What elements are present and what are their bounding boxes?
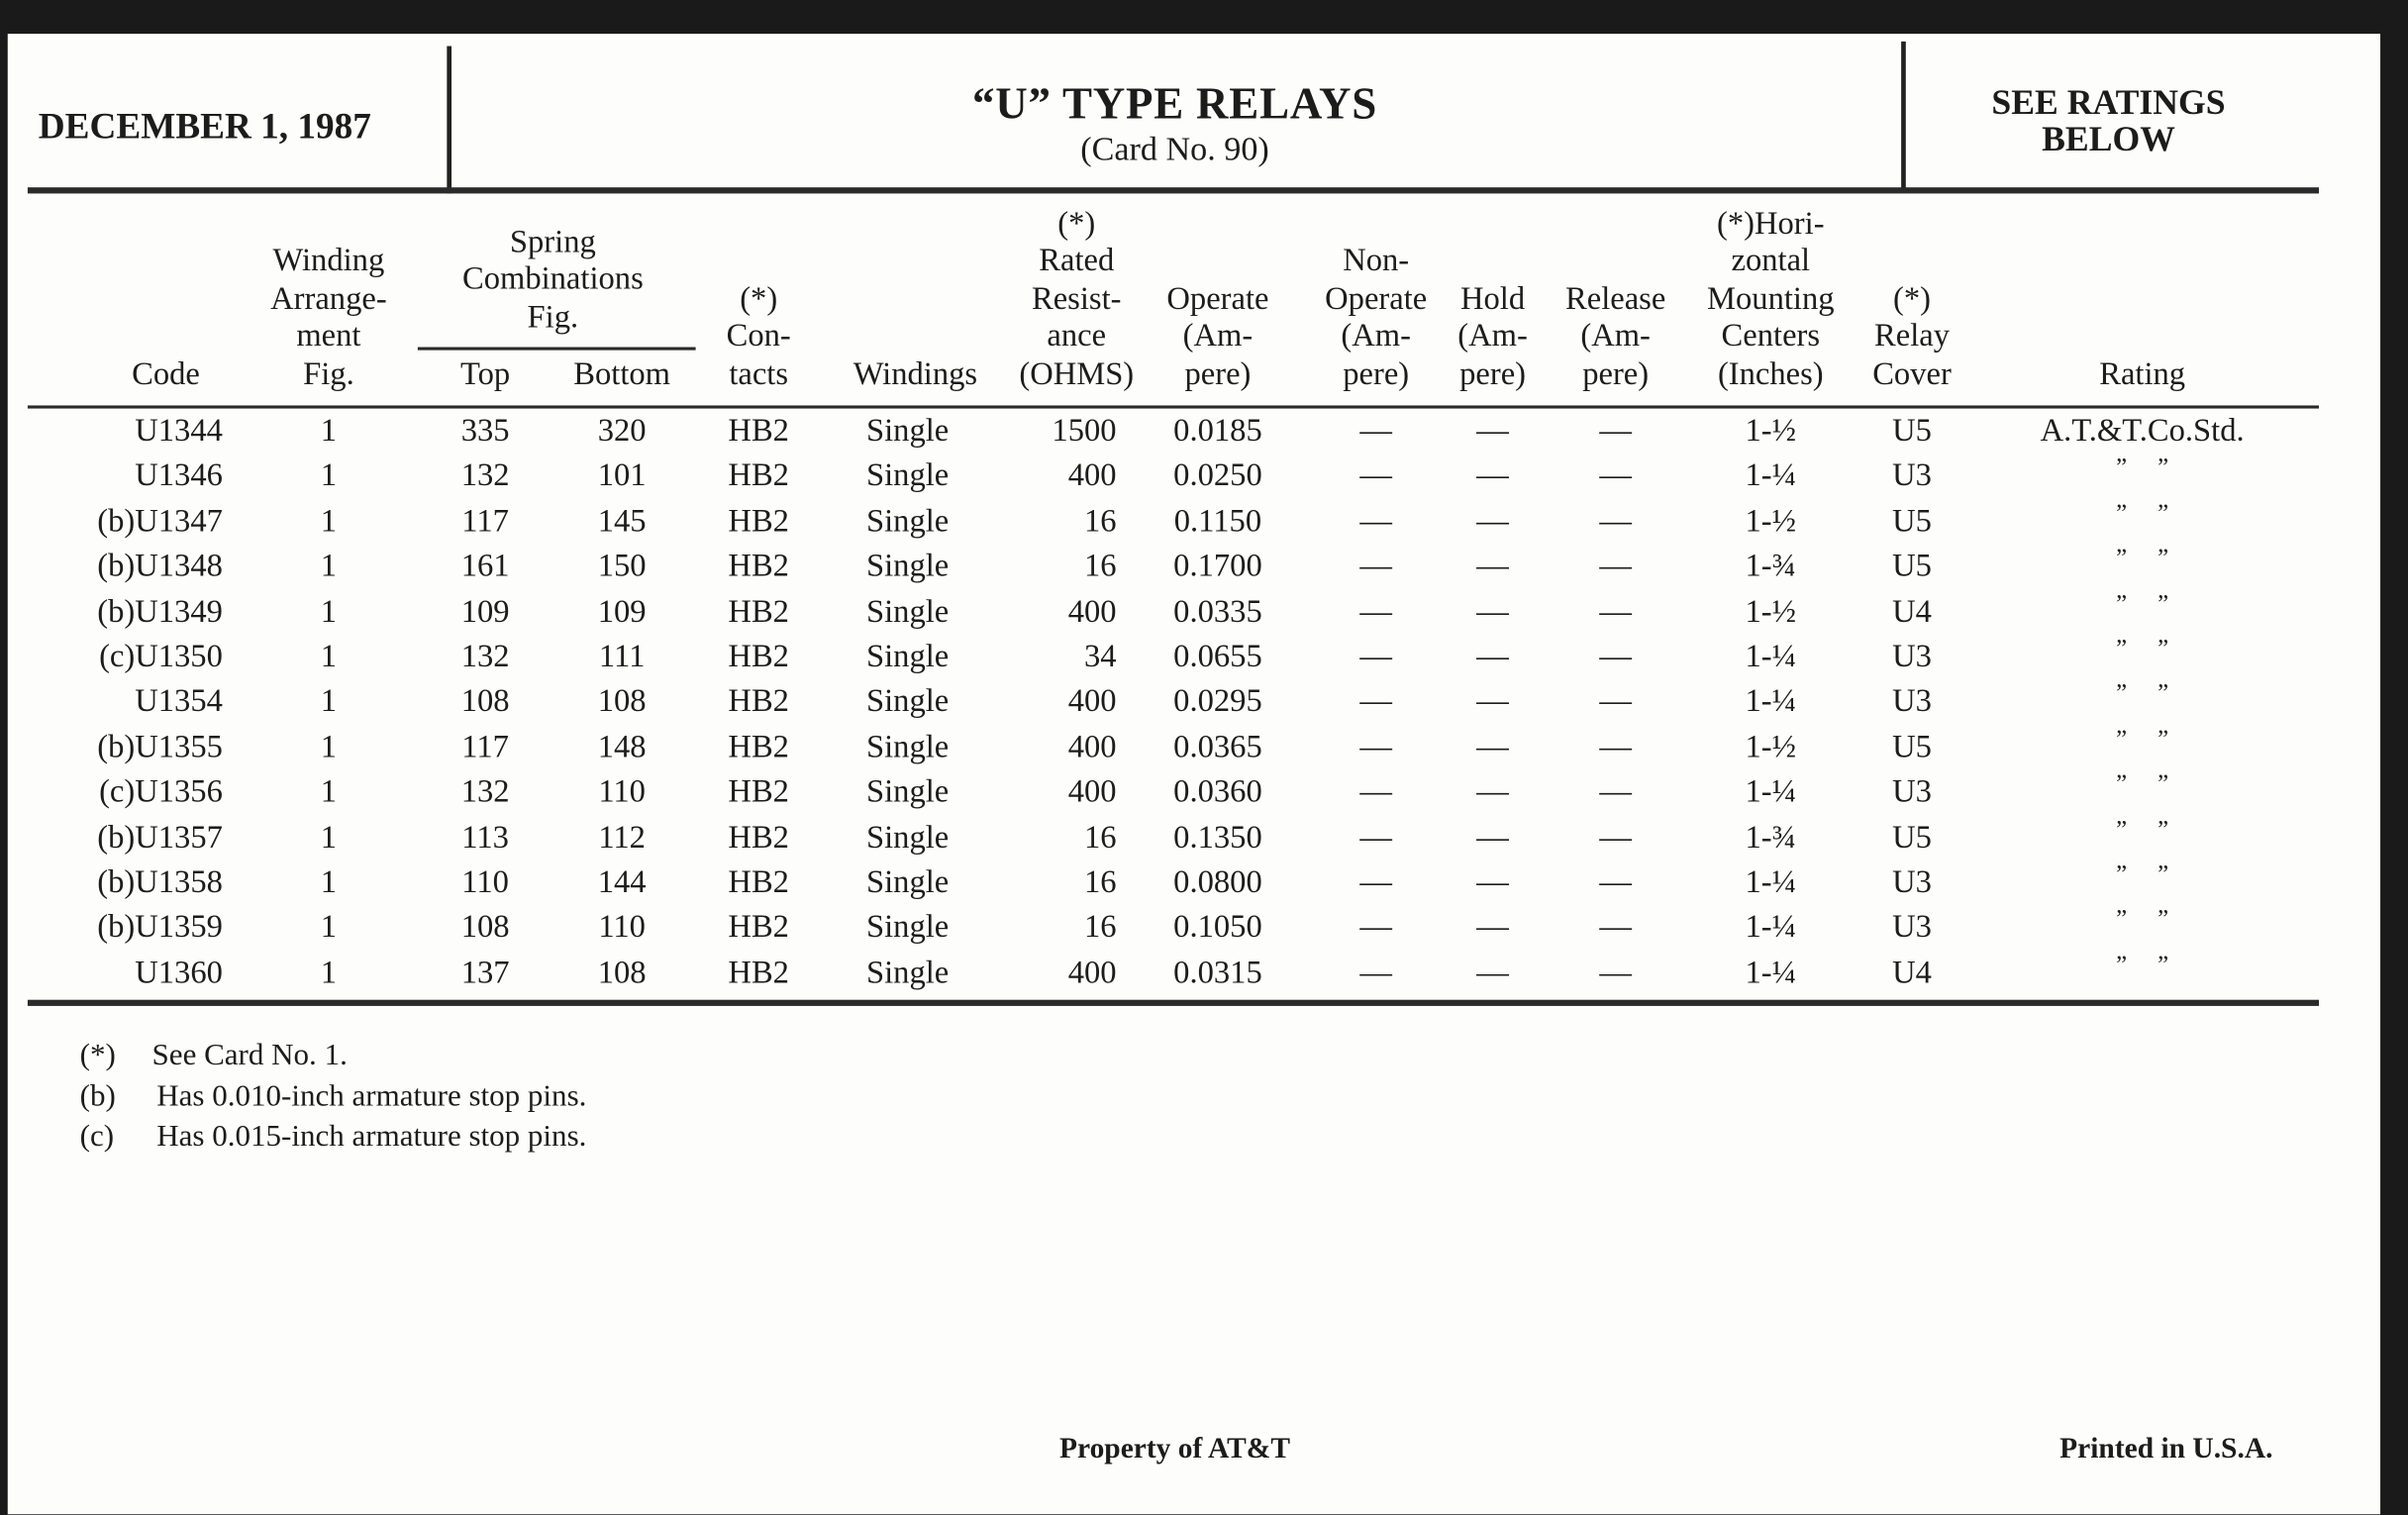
col-hold: Hold (Am- pere)	[1457, 278, 1528, 391]
cell-nonoperate: —	[1359, 772, 1392, 810]
cell-hold: —	[1476, 727, 1509, 765]
date: DECEMBER 1, 1987	[38, 107, 371, 148]
divider	[1901, 42, 1906, 189]
cell-contacts: HB2	[728, 637, 789, 674]
cell-bottom: 108	[597, 682, 647, 720]
cell-operate: 0.0250	[1173, 456, 1262, 494]
cell-resistance: 16	[1084, 862, 1117, 900]
cell-nonoperate: —	[1359, 953, 1392, 991]
cell-hold: —	[1476, 501, 1509, 540]
cell-windings: Single	[866, 953, 950, 991]
cell-top: 132	[460, 637, 510, 674]
cell-top: 161	[460, 547, 510, 584]
cell-rating: ” ”	[2116, 952, 2169, 978]
cell-winding: 1	[320, 547, 338, 584]
cell-mounting: 1-¼	[1745, 456, 1797, 494]
cell-bottom: 110	[598, 908, 646, 946]
cell-bottom: 110	[598, 772, 646, 810]
cell-cover: U5	[1892, 411, 1932, 449]
cell-resistance: 400	[1067, 682, 1117, 720]
cell-top: 335	[460, 411, 510, 449]
cell-nonoperate: —	[1359, 456, 1392, 494]
cell-nonoperate: —	[1359, 501, 1392, 540]
cell-nonoperate: —	[1359, 862, 1392, 900]
cell-hold: —	[1476, 547, 1509, 584]
cell-mounting: 1-½	[1745, 727, 1797, 765]
ratings-note: BELOW	[2042, 119, 2175, 158]
cell-windings: Single	[866, 772, 950, 810]
cell-operate: 0.0315	[1173, 953, 1262, 991]
col-code: Code	[132, 354, 200, 391]
cell-hold: —	[1476, 818, 1509, 856]
cell-contacts: HB2	[728, 411, 789, 449]
cell-mounting: 1-½	[1745, 501, 1797, 540]
cell-rating: ” ”	[2116, 545, 2169, 572]
cell-contacts: HB2	[728, 862, 789, 900]
cell-hold: —	[1476, 592, 1509, 630]
cell-top: 132	[460, 456, 510, 494]
footnote-mark: (*)	[79, 1038, 116, 1072]
cell-contacts: HB2	[728, 908, 789, 946]
col-nonoperate: Non- Operate (Am- pere)	[1325, 241, 1428, 391]
cell-rating: ” ”	[2116, 454, 2169, 482]
cell-windings: Single	[866, 501, 950, 540]
cell-mounting: 1-¼	[1745, 908, 1797, 946]
cell-cover: U3	[1892, 772, 1932, 810]
cell-code: U1360	[135, 953, 223, 991]
cell-mounting: 1-¼	[1745, 772, 1797, 810]
cell-hold: —	[1476, 637, 1509, 674]
cell-winding: 1	[320, 908, 338, 946]
cell-operate: 0.1700	[1173, 547, 1262, 584]
cell-nonoperate: —	[1359, 818, 1392, 856]
cell-bottom: 112	[598, 818, 646, 856]
cell-mounting: 1-¾	[1745, 547, 1797, 584]
cell-code: U1344	[135, 411, 223, 449]
cell-resistance: 16	[1084, 818, 1117, 856]
cell-windings: Single	[866, 682, 950, 720]
ratings-note: SEE RATINGS	[1991, 82, 2226, 122]
cell-nonoperate: —	[1359, 727, 1392, 765]
cell-winding: 1	[320, 727, 338, 765]
cell-windings: Single	[866, 908, 950, 946]
cell-mounting: 1-½	[1745, 592, 1797, 630]
cell-release: —	[1599, 727, 1632, 765]
cell-cover: U3	[1892, 862, 1932, 900]
cell-winding: 1	[320, 772, 338, 810]
cell-contacts: HB2	[728, 772, 789, 810]
col-cover: (*) Relay Cover	[1872, 278, 1952, 391]
rule	[28, 187, 2319, 193]
cell-hold: —	[1476, 862, 1509, 900]
cell-bottom: 145	[597, 501, 647, 540]
cell-contacts: HB2	[728, 727, 789, 765]
col-spring: Spring Combinations Fig.	[461, 222, 644, 335]
cell-bottom: 108	[597, 953, 647, 991]
cell-code: U1346	[135, 456, 223, 494]
cell-top: 137	[460, 953, 510, 991]
cell-contacts: HB2	[728, 547, 789, 584]
cell-windings: Single	[866, 411, 950, 449]
divider	[447, 47, 452, 194]
col-winding: Winding Arrange- ment Fig.	[270, 241, 387, 391]
cell-windings: Single	[866, 727, 950, 765]
cell-top: 132	[460, 772, 510, 810]
cell-windings: Single	[866, 862, 950, 900]
cell-contacts: HB2	[728, 501, 789, 540]
cell-contacts: HB2	[728, 682, 789, 720]
cell-bottom: 144	[597, 862, 647, 900]
col-bottom: Bottom	[573, 354, 671, 391]
cell-windings: Single	[866, 637, 950, 674]
cell-nonoperate: —	[1359, 682, 1392, 720]
cell-resistance: 400	[1067, 727, 1117, 765]
cell-release: —	[1599, 818, 1632, 856]
cell-release: —	[1599, 862, 1632, 900]
cell-cover: U5	[1892, 818, 1932, 856]
cell-rating: ” ”	[2116, 590, 2169, 617]
cell-nonoperate: —	[1359, 592, 1392, 630]
cell-mounting: 1-¼	[1745, 862, 1797, 900]
cell-contacts: HB2	[728, 818, 789, 856]
cell-top: 113	[461, 818, 509, 856]
cell-release: —	[1599, 547, 1632, 584]
cell-windings: Single	[866, 547, 950, 584]
cell-cover: U5	[1892, 501, 1932, 540]
cell-winding: 1	[320, 682, 338, 720]
cell-cover: U5	[1892, 547, 1932, 584]
cell-bottom: 320	[597, 411, 647, 449]
cell-release: —	[1599, 953, 1632, 991]
cell-resistance: 34	[1084, 637, 1117, 674]
col-contacts: (*) Con- tacts	[726, 278, 791, 391]
cell-resistance: 400	[1067, 953, 1117, 991]
cell-winding: 1	[320, 456, 338, 494]
footnote-mark: (c)	[79, 1119, 115, 1154]
cell-code: (b)U1357	[97, 818, 223, 856]
cell-top: 108	[460, 682, 510, 720]
cell-winding: 1	[320, 411, 338, 449]
col-operate: Operate (Am- pere)	[1166, 278, 1269, 391]
cell-rating: ” ”	[2116, 680, 2169, 708]
cell-operate: 0.1150	[1173, 501, 1262, 540]
cell-bottom: 101	[597, 456, 647, 494]
cell-winding: 1	[320, 501, 338, 540]
cell-contacts: HB2	[728, 953, 789, 991]
cell-operate: 0.0365	[1173, 727, 1262, 765]
cell-release: —	[1599, 637, 1632, 674]
cell-code: (b)U1348	[97, 547, 223, 584]
cell-hold: —	[1476, 953, 1509, 991]
cell-cover: U5	[1892, 727, 1932, 765]
cell-nonoperate: —	[1359, 637, 1392, 674]
cell-mounting: 1-½	[1745, 411, 1797, 449]
cell-cover: U3	[1892, 908, 1932, 946]
cell-resistance: 1500	[1052, 411, 1117, 449]
cell-release: —	[1599, 411, 1632, 449]
cell-operate: 0.1350	[1173, 818, 1262, 856]
cell-hold: —	[1476, 772, 1509, 810]
cell-release: —	[1599, 682, 1632, 720]
cell-cover: U3	[1892, 682, 1932, 720]
col-release: Release (Am- pere)	[1565, 278, 1666, 391]
cell-winding: 1	[320, 953, 338, 991]
cell-operate: 0.0335	[1173, 592, 1262, 630]
cell-code: (c)U1350	[99, 637, 223, 674]
cell-code: U1354	[135, 682, 223, 720]
col-resistance: (*) Rated Resist- ance (OHMS)	[1019, 203, 1135, 391]
footnote-mark: (b)	[79, 1078, 116, 1113]
cell-resistance: 400	[1067, 456, 1117, 494]
cell-mounting: 1-¼	[1745, 637, 1797, 674]
cell-cover: U3	[1892, 637, 1932, 674]
cell-rating: ” ”	[2116, 770, 2169, 798]
cell-code: (b)U1359	[97, 908, 223, 946]
col-windings: Windings	[853, 354, 978, 391]
cell-rating: ” ”	[2116, 861, 2169, 888]
cell-cover: U4	[1892, 592, 1932, 630]
cell-operate: 0.0800	[1173, 862, 1262, 900]
cell-cover: U4	[1892, 953, 1932, 991]
cell-hold: —	[1476, 908, 1509, 946]
cell-nonoperate: —	[1359, 908, 1392, 946]
cell-top: 117	[461, 501, 509, 540]
cell-windings: Single	[866, 592, 950, 630]
cell-bottom: 111	[598, 637, 646, 674]
footnote-text: See Card No. 1.	[151, 1038, 348, 1072]
cell-operate: 0.1050	[1173, 908, 1262, 946]
cell-top: 117	[461, 727, 509, 765]
property-note: Property of AT&T	[1059, 1433, 1291, 1465]
cell-winding: 1	[320, 862, 338, 900]
page-title: “U” TYPE RELAYS	[971, 79, 1378, 130]
cell-bottom: 109	[597, 592, 647, 630]
cell-rating: ” ”	[2116, 726, 2169, 753]
rule	[28, 1000, 2319, 1006]
col-mounting: (*)Hori- zontal Mounting Centers (Inches)	[1707, 203, 1835, 391]
cell-nonoperate: —	[1359, 411, 1392, 449]
col-top: Top	[460, 354, 511, 391]
cell-contacts: HB2	[728, 456, 789, 494]
footnote-text: Has 0.010-inch armature stop pins.	[156, 1078, 587, 1113]
cell-operate: 0.0655	[1173, 637, 1262, 674]
cell-rating: ” ”	[2116, 636, 2169, 662]
cell-release: —	[1599, 908, 1632, 946]
cell-resistance: 400	[1067, 772, 1117, 810]
cell-operate: 0.0295	[1173, 682, 1262, 720]
rule	[418, 348, 696, 351]
cell-rating: ” ”	[2116, 816, 2169, 843]
cell-hold: —	[1476, 682, 1509, 720]
page-subtitle: (Card No. 90)	[1080, 129, 1269, 168]
cell-release: —	[1599, 592, 1632, 630]
cell-rating: ” ”	[2116, 500, 2169, 527]
cell-rating: A.T.&T.Co.Std.	[2040, 411, 2245, 449]
cell-release: —	[1599, 772, 1632, 810]
cell-release: —	[1599, 456, 1632, 494]
cell-contacts: HB2	[728, 592, 789, 630]
rule	[28, 405, 2319, 408]
col-rating: Rating	[2099, 354, 2186, 391]
cell-top: 110	[461, 862, 509, 900]
printed-note: Printed in U.S.A.	[2059, 1433, 2273, 1465]
cell-release: —	[1599, 501, 1632, 540]
cell-hold: —	[1476, 456, 1509, 494]
cell-code: (b)U1358	[97, 862, 223, 900]
cell-windings: Single	[866, 456, 950, 494]
cell-bottom: 148	[597, 727, 647, 765]
cell-resistance: 16	[1084, 908, 1117, 946]
cell-code: (b)U1347	[97, 501, 223, 540]
cell-winding: 1	[320, 818, 338, 856]
cell-code: (b)U1349	[97, 592, 223, 630]
cell-windings: Single	[866, 818, 950, 856]
cell-code: (c)U1356	[99, 772, 223, 810]
cell-nonoperate: —	[1359, 547, 1392, 584]
cell-hold: —	[1476, 411, 1509, 449]
cell-mounting: 1-¼	[1745, 953, 1797, 991]
cell-mounting: 1-¼	[1745, 682, 1797, 720]
footnote-text: Has 0.015-inch armature stop pins.	[156, 1119, 587, 1154]
cell-winding: 1	[320, 637, 338, 674]
cell-resistance: 400	[1067, 592, 1117, 630]
cell-top: 109	[460, 592, 510, 630]
cell-rating: ” ”	[2116, 906, 2169, 934]
cell-winding: 1	[320, 592, 338, 630]
cell-code: (b)U1355	[97, 727, 223, 765]
cell-operate: 0.0360	[1173, 772, 1262, 810]
cell-mounting: 1-¾	[1745, 818, 1797, 856]
cell-resistance: 16	[1084, 501, 1117, 540]
cell-cover: U3	[1892, 456, 1932, 494]
cell-resistance: 16	[1084, 547, 1117, 584]
cell-bottom: 150	[597, 547, 647, 584]
cell-operate: 0.0185	[1173, 411, 1262, 449]
cell-top: 108	[460, 908, 510, 946]
